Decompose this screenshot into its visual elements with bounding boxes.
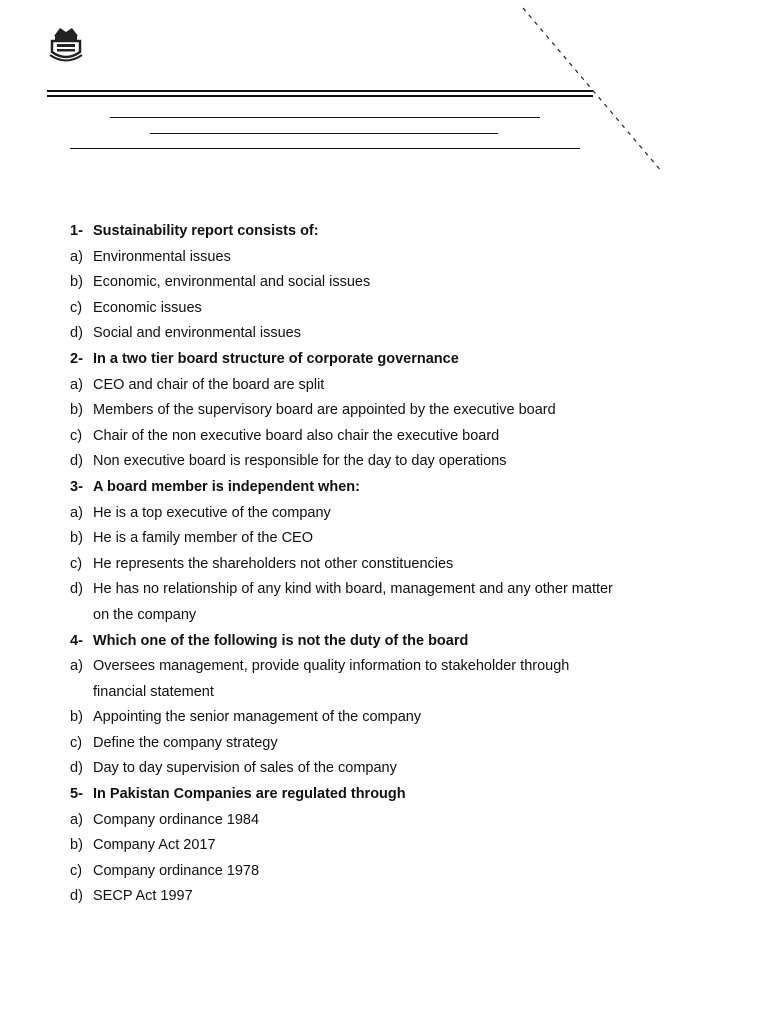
option-label: b) (70, 709, 83, 726)
option-label: d) (70, 581, 83, 598)
university-crest-logo (46, 22, 86, 64)
option-label: a) (70, 248, 83, 265)
option-continuation: on the company (93, 606, 197, 623)
option-2-d (70, 449, 710, 475)
option-text: He is a top executive of the company (93, 504, 331, 521)
question-text: Sustainability report consists of: (93, 223, 319, 239)
option-label: d) (70, 760, 83, 777)
option-text: Social and environmental issues (93, 325, 301, 342)
option-text: Economic, environmental and social issues (93, 274, 371, 291)
question-text: In Pakistan Companies are regulated through (93, 786, 406, 803)
option-text: Economic issues (93, 299, 202, 316)
option-label: b) (70, 530, 83, 547)
option-text: He represents the shareholders not other constituencies (93, 555, 454, 572)
question-text: A board member is independent when: (93, 478, 360, 495)
header-double-rule-bottom (47, 95, 593, 97)
option-text: CEO and chair of the board are split (93, 376, 325, 393)
header-blank-line-1 (110, 117, 540, 118)
option-5-c (70, 859, 710, 885)
option-4-a (70, 654, 710, 680)
question-5 (70, 782, 710, 808)
option-1-a (70, 245, 710, 271)
option-3-c (70, 552, 710, 578)
option-text: He is a family member of the CEO (93, 530, 313, 547)
option-5-a (70, 808, 710, 834)
option-text: Environmental issues (93, 248, 231, 265)
option-label: d) (70, 453, 83, 470)
option-label: d) (70, 325, 83, 342)
header-blank-line-2 (150, 133, 498, 134)
option-label: b) (70, 402, 83, 419)
option-text: Members of the supervisory board are appointed by the executive board (93, 402, 556, 419)
option-text: He has no relationship of any kind with board, management and any other matter (93, 581, 613, 598)
option-label: c) (70, 862, 83, 879)
option-text: Non executive board is responsible for the day to day operations (93, 453, 507, 470)
question-list (70, 219, 710, 910)
option-text: Company ordinance 1984 (93, 811, 260, 828)
question-number: 5- (70, 786, 83, 803)
option-1-c (70, 296, 710, 322)
option-text: Day to day supervision of sales of the company (93, 760, 397, 777)
dashed-corner-line (520, 0, 670, 180)
question-number: 3- (70, 478, 83, 495)
option-5-b (70, 833, 710, 859)
option-2-c (70, 424, 710, 450)
option-2-a (70, 373, 710, 399)
option-text: Company Act 2017 (93, 837, 216, 854)
header-blank-line-3 (70, 148, 580, 149)
header-double-rule-top (47, 90, 593, 92)
option-3-a (70, 501, 710, 527)
option-4-d (70, 756, 710, 782)
option-label: b) (70, 274, 83, 291)
option-label: d) (70, 888, 83, 905)
question-1 (70, 219, 710, 245)
option-label: b) (70, 837, 83, 854)
option-1-d (70, 321, 710, 347)
option-continuation: financial statement (93, 683, 214, 700)
option-2-b (70, 398, 710, 424)
option-text: Oversees management, provide quality information to stakeholder through (93, 658, 570, 675)
option-label: c) (70, 299, 83, 316)
question-number: 4- (70, 632, 83, 649)
option-text: SECP Act 1997 (93, 888, 193, 905)
option-label: a) (70, 658, 83, 675)
option-5-d (70, 884, 710, 910)
option-label: a) (70, 811, 83, 828)
option-text: Appointing the senior management of the company (93, 709, 422, 726)
question-text: In a two tier board structure of corporate governance (93, 350, 459, 367)
option-4-c (70, 731, 710, 757)
option-text: Define the company strategy (93, 734, 278, 751)
question-number: 2- (70, 350, 83, 367)
option-label: c) (70, 555, 83, 572)
option-text: Company ordinance 1978 (93, 862, 260, 879)
option-4-b (70, 705, 710, 731)
option-text: Chair of the non executive board also chair the executive board (93, 427, 500, 444)
question-4 (70, 629, 710, 655)
option-label: c) (70, 734, 83, 751)
option-label: c) (70, 427, 83, 444)
option-3-b (70, 526, 710, 552)
option-label: a) (70, 504, 83, 521)
question-3 (70, 475, 710, 501)
question-text: Which one of the following is not the duty of the board (93, 632, 469, 649)
question-number: 1- (70, 223, 83, 239)
option-1-b (70, 270, 710, 296)
option-label: a) (70, 376, 83, 393)
question-2 (70, 347, 710, 373)
option-3-d (70, 577, 710, 603)
